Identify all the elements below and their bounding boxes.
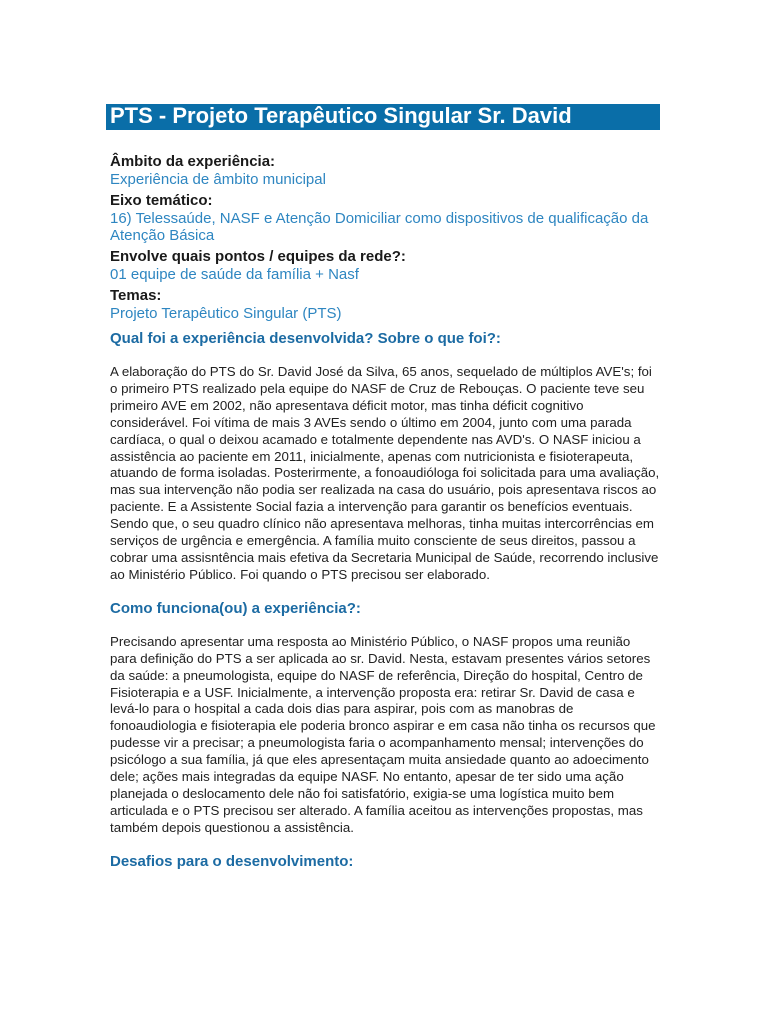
field-value: 01 equipe de saúde da família + Nasf [110,266,359,283]
field-value: Projeto Terapêutico Singular (PTS) [110,305,342,322]
field-temas [110,287,660,322]
field-value: 16) Telessaúde, NASF e Atenção Domiciliar como dispositivos de qualificação da Atenção Básica [110,210,649,244]
title-banner [106,104,660,130]
section-body-funcionamento: Precisando apresentar uma resposta ao Ministério Público, o NASF propos uma reunião para definição do PTS a ser aplicada ao sr. David. Nesta, estavam presentes vários setores da saúde: a pneumologista, equipe do NASF de referência, Direção do hospital, Centro de Fisioterapia e a USF. Inicialmente, a intervenção proposta era: retirar Sr. David de casa e levá-lo para o hospital a cada dois dias para aspirar, pois com as manobras de fonoaudiologia e fisioterapia ele poderia bronco aspirar e em casa não tinha os recursos que pudesse vir a precisar; a pneumologista faria o acompanhamento mensal; intervenções do psicólogo a sua família, já que eles apresentaçam muita ansiedade quanto ao adoecimento dele; ações mais integradas da equipe NASF. No entanto, apesar de ter sido uma ação planejada o deslocamento dele não foi satisfatório, exigia-se uma logística muito bem articulada e o PTS precisou ser alterado. A família aceitou as intervenções propostas, mas também depois questionou a assistência. [110,633,656,835]
page-title: PTS - Projeto Terapêutico Singular Sr. David [110,103,572,128]
field-label: Temas: [110,287,162,304]
section-heading-desafios: Desafios para o desenvolvimento: [110,852,354,870]
document-body [110,153,660,887]
section-heading-funcionamento: Como funciona(ou) a experiência?: [110,599,361,617]
field-value: Experiência de âmbito municipal [110,171,326,188]
section-heading-experiencia: Qual foi a experiência desenvolvida? Sobre o que foi?: [110,330,501,347]
field-equipes [110,248,660,283]
field-eixo [110,192,660,244]
field-label: Envolve quais pontos / equipes da rede?: [110,248,406,265]
field-ambito [110,153,660,188]
field-label: Eixo temático: [110,192,213,209]
section-body-experiencia: A elaboração do PTS do Sr. David José da Silva, 65 anos, sequelado de múltiplos AVE's; foi o primeiro PTS realizado pela equipe do NASF de Cruz de Rebouças. O paciente teve seu primeiro AVE em 2002, não apresentava déficit motor, mas tinha déficit cognitivo considerável. Foi vítima de mais 3 AVEs sendo o último em 2004, junto com uma parada cardíaca, o qual o deixou acamado e totalmente dependente nas AVD's. O NASF iniciou a assistência ao paciente em 2011, inicialmente, apenas com nutricionista e fisioterapeuta, atuando de forma isoladas. Posterirmente, a fonoaudióloga foi solicitada para uma avaliação, mas sua intervenção não podia ser realizada na casa do usuário, pois apresentava riscos ao paciente. E a Assistente Social fazia a intervenção para garantir os benefícios eventuais. Sendo que, o seu quadro clínico não apresentava melhoras, tinha muitas intercorrências em serviços de urgência e emergência. A família muito consciente de seus direitos, passou a cobrar uma assisntência mais efetiva da Secretaria Municipal de Saúde, recorrendo inclusive ao Ministério Público. Foi quando o PTS precisou ser elaborado. [110,364,660,582]
field-label: Âmbito da experiência: [110,153,276,170]
